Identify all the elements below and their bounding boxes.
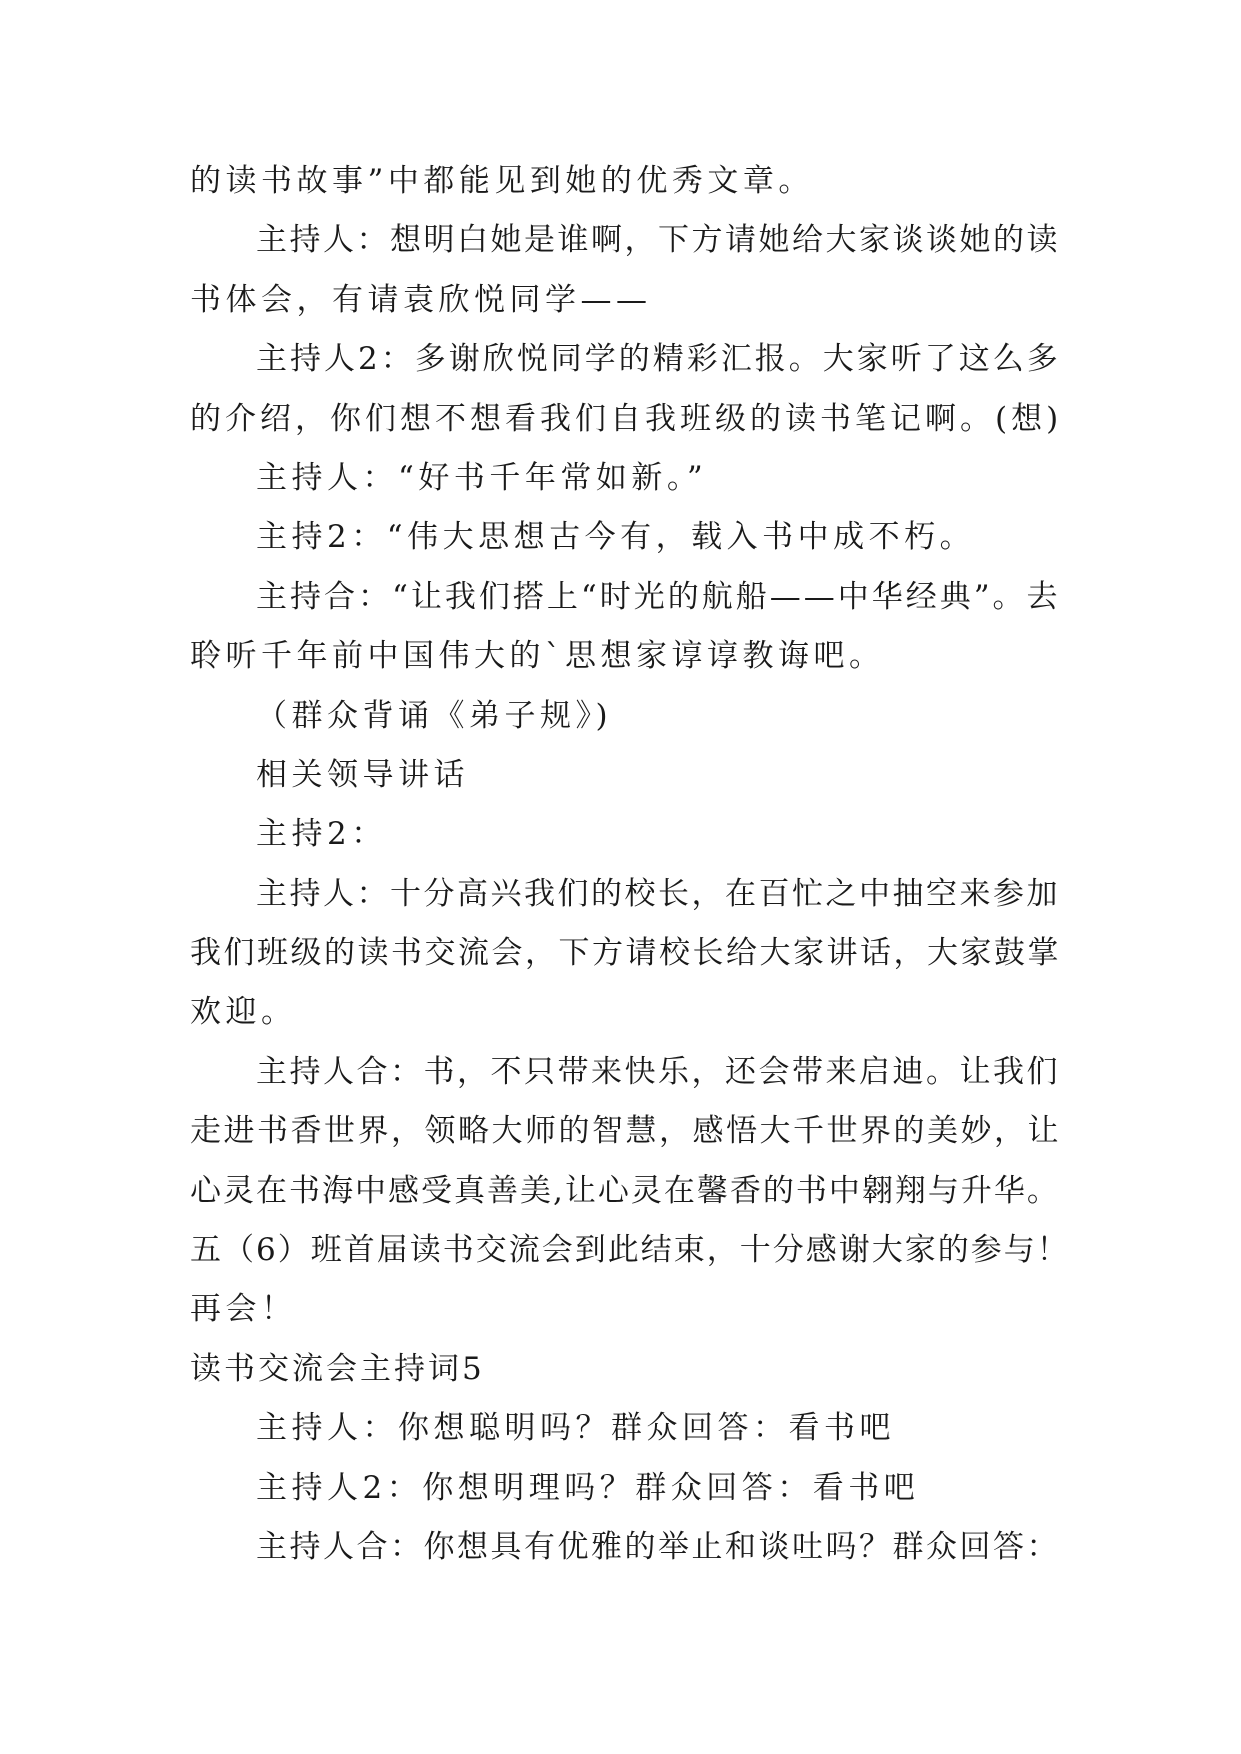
text-line: 聆听千年前中国伟大的`思想家谆谆教诲吧。 bbox=[190, 638, 885, 675]
text-line: 主持人合：你想具有优雅的举止和谈吐吗？群众回答： bbox=[256, 1528, 1060, 1565]
text-line: 五（6）班首届读书交流会到此结束，十分感谢大家的参与！ bbox=[190, 1232, 1070, 1269]
text-line: 的读书故事”中都能见到她的优秀文章。 bbox=[190, 163, 814, 199]
section-heading: 读书交流会主持词5 bbox=[190, 1350, 485, 1387]
text-line: 相关领导讲话 bbox=[256, 756, 469, 793]
text-line: 主持人：想明白她是谁啊，下方请她给大家谈谈她的读 bbox=[256, 222, 1060, 259]
text-line: 主持人：你想聪明吗？群众回答：看书吧 bbox=[256, 1410, 895, 1447]
text-line: 主持人：“好书千年常如新。” bbox=[256, 459, 708, 496]
text-line: 主持人2：多谢欣悦同学的精彩汇报。大家听了这么多 bbox=[256, 341, 1061, 378]
text-line: 书体会，有请袁欣悦同学—— bbox=[190, 281, 652, 318]
text-line: 的介绍，你们想不想看我们自我班级的读书笔记啊。(想) bbox=[190, 400, 1063, 437]
text-line: 主持人：十分高兴我们的校长，在百忙之中抽空来参加 bbox=[256, 875, 1060, 912]
text-line: 主持2：“伟大思想古今有，载入书中成不朽。 bbox=[256, 519, 976, 556]
text-line: 主持人合：书，不只带来快乐，还会带来启迪。让我们 bbox=[256, 1053, 1060, 1090]
text-line: 欢迎。 bbox=[190, 994, 297, 1031]
text-line: 主持2： bbox=[256, 816, 387, 853]
text-line: 主持人2：你想明理吗？群众回答：看书吧 bbox=[256, 1469, 920, 1506]
text-line: 走进书香世界，领略大师的智慧，感悟大千世界的美妙，让 bbox=[190, 1113, 1061, 1150]
text-line: （群众背诵《弟子规》) bbox=[256, 697, 613, 734]
document-body bbox=[190, 152, 1070, 1577]
text-line: 主持合：“让我们搭上“时光的航船——中华经典”。去 bbox=[256, 578, 1061, 615]
text-line: 心灵在书海中感受真善美,让心灵在馨香的书中翱翔与升华。 bbox=[190, 1172, 1060, 1209]
text-line: 再会！ bbox=[190, 1291, 297, 1328]
text-line: 我们班级的读书交流会，下方请校长给大家讲话，大家鼓掌 bbox=[190, 935, 1061, 972]
